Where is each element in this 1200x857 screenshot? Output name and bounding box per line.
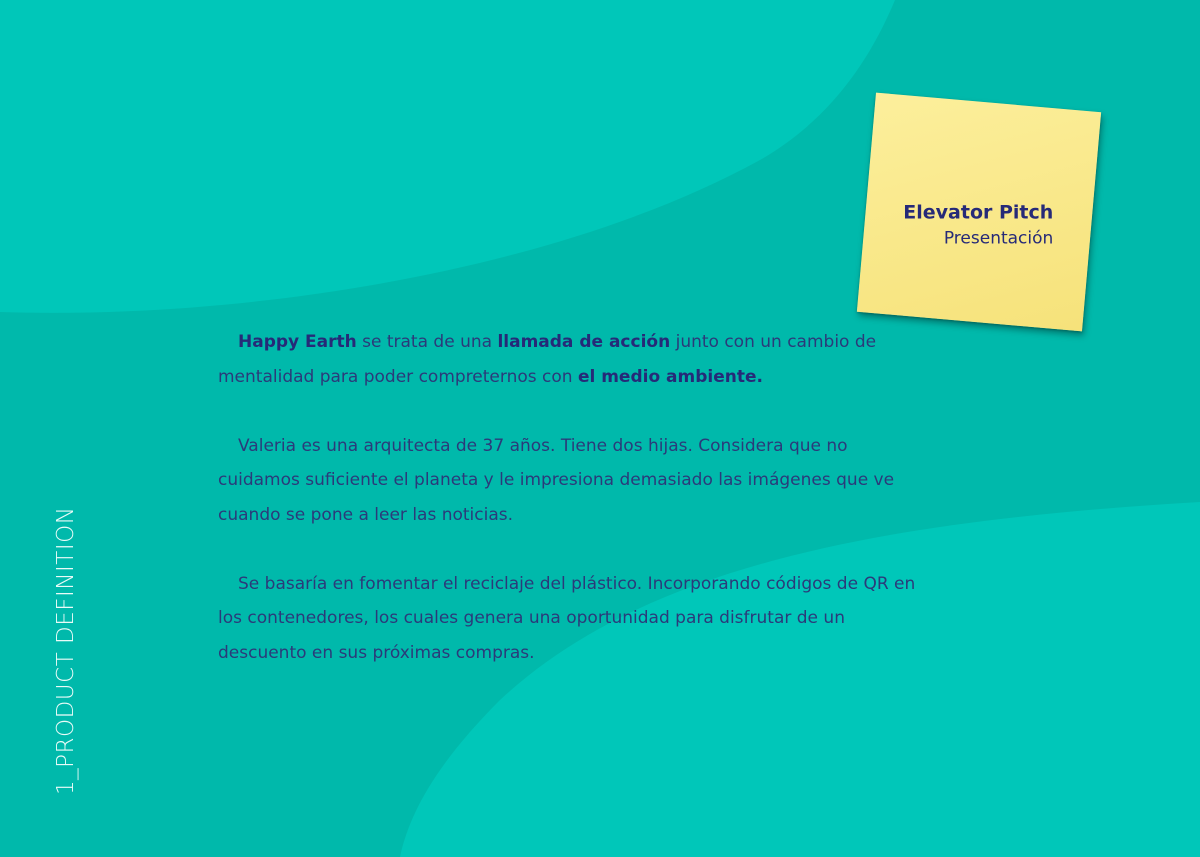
text-span: se trata de una (356, 332, 498, 352)
text-span: Se basaría en fomentar el reciclaje del plástico. Incorporando códigos de QR en los contenedores, los cuales genera una oportunidad para disfrutar de un descuento en sus próximas compras. (218, 573, 916, 663)
body-text (218, 325, 928, 670)
paragraph-persona (218, 429, 928, 533)
note-subtitle: Presentación (943, 228, 1054, 249)
sticky-note (857, 93, 1101, 332)
section-label: 1_PRODUCT DEFINITION (53, 506, 79, 795)
text-span: junto con un cambio de mentalidad para poder compreternos con (218, 332, 877, 387)
paragraph-proposal (218, 567, 928, 671)
paragraph-intro (218, 325, 928, 394)
text-span: Valeria es una arquitecta de 37 años. Tiene dos hijas. Considera que no cuidamos suficiente el planeta y le impresiona demasiado las imágenes que ve cuando se pone a leer las noticias. (218, 435, 895, 525)
brand-name: Happy Earth (238, 332, 357, 352)
emphasis-environment: el medio ambiente. (577, 366, 763, 387)
note-title: Elevator Pitch (903, 201, 1054, 224)
emphasis-call-to-action: llamada de acción (497, 332, 671, 352)
sticky-note-text (903, 200, 1053, 252)
